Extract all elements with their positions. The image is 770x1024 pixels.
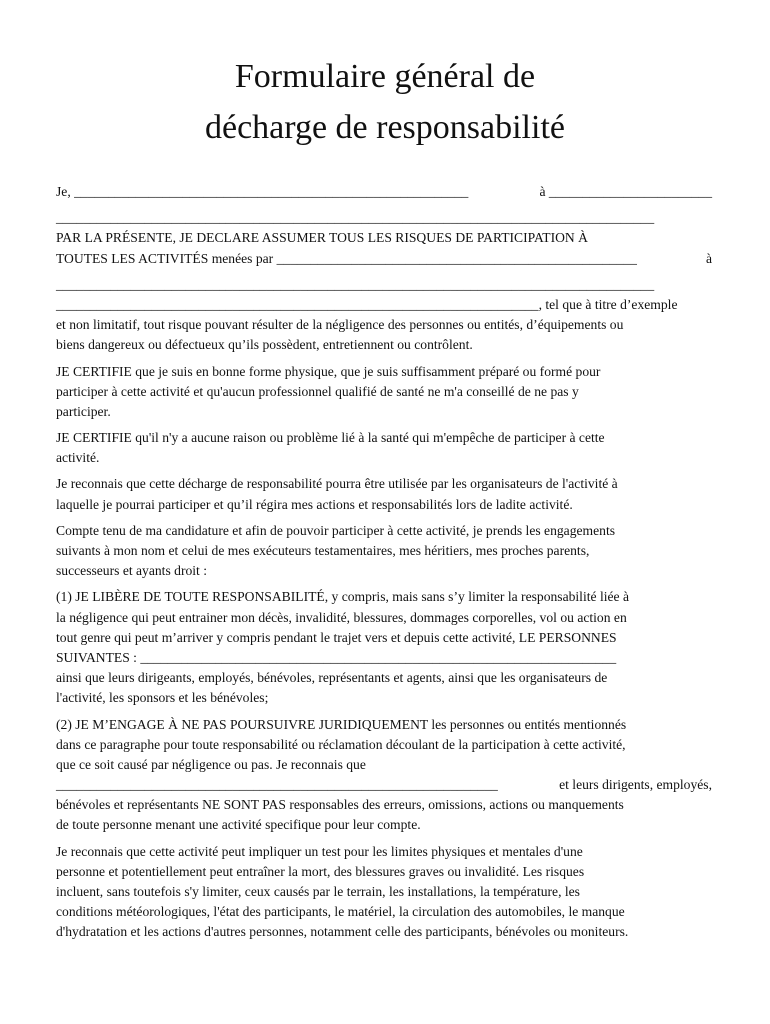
- declaration-a: à: [705, 250, 712, 266]
- clause1-line-5: ainsi que leurs dirigeants, employés, bénévoles, représentants et agents, ainsi que les organisateurs de: [56, 670, 608, 686]
- document-body: [56, 182, 712, 943]
- declaration-example-text: , tel que à titre d’exemple: [538, 296, 678, 312]
- clause2-dirigents-text: et leurs dirigents, employés,: [559, 777, 712, 793]
- certify1-line-3: participer.: [56, 403, 111, 419]
- commitment-paragraph: [56, 521, 712, 582]
- clause2-line-1: (2) JE M’ENGAGE À NE PAS POURSUIVRE JURIDIQUEMENT les personnes ou entités mentionnés: [56, 716, 627, 732]
- risks-line-3: incluent, sans toutefois s'y limiter, ceux causés par le terrain, les installations, la température, les: [56, 884, 580, 899]
- declaration-text: TOUTES LES ACTIVITÉS menées par: [56, 250, 277, 266]
- release-clause: [56, 587, 712, 708]
- document-title-line-1: Formulaire général de: [234, 58, 536, 95]
- activity-blank[interactable]: _______________________________________________________________________: [56, 296, 539, 312]
- je-label: Je,: [56, 184, 75, 199]
- organizer-blank[interactable]: _____________________________________________________: [276, 250, 637, 266]
- clause2-line-4: [56, 775, 712, 795]
- participant-line: [56, 182, 712, 202]
- acknowledge-line-1: Je reconnais que cette décharge de responsabilité pourra être utilisée par les organisateurs de l'activité à: [56, 476, 618, 492]
- risks-paragraph: [56, 842, 712, 943]
- acknowledge-paragraph: [56, 474, 712, 514]
- clause1-line-6: l'activité, les sponsors et les bénévoles;: [56, 690, 269, 706]
- commitment-line-2: suivants à mon nom et celui de mes exécuteurs testamentaires, mes héritiers, mes proches parents,: [56, 543, 590, 558]
- declaration-line-6: biens dangereux ou défectueux qu’ils possèdent, entretiennent ou contrôlent.: [56, 337, 473, 353]
- certify2-line-2: activité.: [56, 450, 100, 466]
- declaration-line-5: et non limitatif, tout risque pouvant résulter de la négligence des personnes ou entités, d’équipements ou: [56, 317, 624, 333]
- certify1-line-1: JE CERTIFIE que je suis en bonne forme physique, que je suis suffisamment préparé ou formé pour: [56, 363, 601, 379]
- declaration-line-2: [56, 249, 712, 269]
- clause1-line-2: la négligence qui peut entrainer mon décès, invalidité, blessures, dommages corporelles, vol ou action en: [56, 609, 627, 625]
- certify-fitness-paragraph: [56, 362, 712, 423]
- participant-location-blank[interactable]: ________________________: [548, 184, 712, 199]
- document-title-line-2: décharge de responsabilité: [204, 109, 565, 146]
- clause1-line-1: (1) JE LIBÈRE DE TOUTE RESPONSABILITÉ, y compris, mais sans s’y limiter la responsabilité liée à: [56, 589, 629, 605]
- clause1-line-4: [56, 648, 712, 668]
- a-label: à: [539, 184, 549, 199]
- declaration-line-4: [56, 295, 712, 315]
- clause2-line-2: dans ce paragraphe pour toute responsabilité ou réclamation découlant de la participation à cette activité,: [56, 736, 626, 752]
- declaration-line-1: PAR LA PRÉSENTE, JE DECLARE ASSUMER TOUS LES RISQUES DE PARTICIPATION À: [56, 230, 588, 246]
- participant-name-blank[interactable]: __________________________________________________________: [74, 184, 469, 199]
- certify-health-paragraph: [56, 428, 712, 468]
- clause2-line-5: bénévoles et représentants NE SONT PAS responsables des erreurs, omissions, actions ou manquements: [56, 797, 624, 813]
- clause2-line-3: que ce soit causé par négligence ou pas. Je reconnais que: [56, 756, 366, 772]
- risks-line-4: conditions météorologiques, l'état des participants, le matériel, la circulation des automobiles, le manque: [56, 904, 625, 920]
- released-persons-blank[interactable]: ______________________________________________________________________: [140, 649, 617, 665]
- clause2-line-6: de toute personne menant une activité specifique pour leur compte.: [56, 817, 421, 833]
- commitment-line-3: successeurs et ayants droit :: [56, 563, 207, 579]
- risks-line-1: Je reconnais que cette activité peut impliquer un test pour les limites physiques et mentales d'une: [56, 843, 583, 859]
- suivantes-label: SUIVANTES :: [56, 649, 141, 665]
- no-lawsuit-clause: [56, 715, 712, 836]
- risks-line-5: d'hydratation et les actions d'autres personnes, notamment celle des participants, bénévoles ou moniteurs.: [56, 924, 629, 940]
- clause1-line-3: tout genre qui peut m’arriver y compris pendant le trajet vers et depuis cette activité, LE PERSONNES: [56, 629, 617, 645]
- acknowledge-line-2: laquelle je pourrai participer et qu’il régira mes actions et responsabilités lors de ladite activité.: [56, 496, 573, 512]
- certify1-line-2: participer à cette activité et qu'aucun professionnel qualifié de santé ne m'a conseillé de ne pas y: [56, 383, 579, 399]
- risks-line-2: personne et potentiellement peut entraîner la mort, des blessures graves ou invalidité. Les risques: [56, 863, 585, 879]
- full-width-blank-1[interactable]: ________________________________________________________________________________________: [56, 210, 655, 226]
- certify2-line-1: JE CERTIFIE qu'il n'y a aucune raison ou problème lié à la santé qui m'empêche de participer à cette: [56, 430, 605, 446]
- exempted-persons-blank[interactable]: _________________________________________________________________: [56, 777, 498, 793]
- full-width-blank-2[interactable]: ________________________________________________________________________________________: [56, 276, 655, 292]
- commitment-line-1: Compte tenu de ma candidature et afin de pouvoir participer à cette activité, je prends les engagements: [56, 522, 616, 538]
